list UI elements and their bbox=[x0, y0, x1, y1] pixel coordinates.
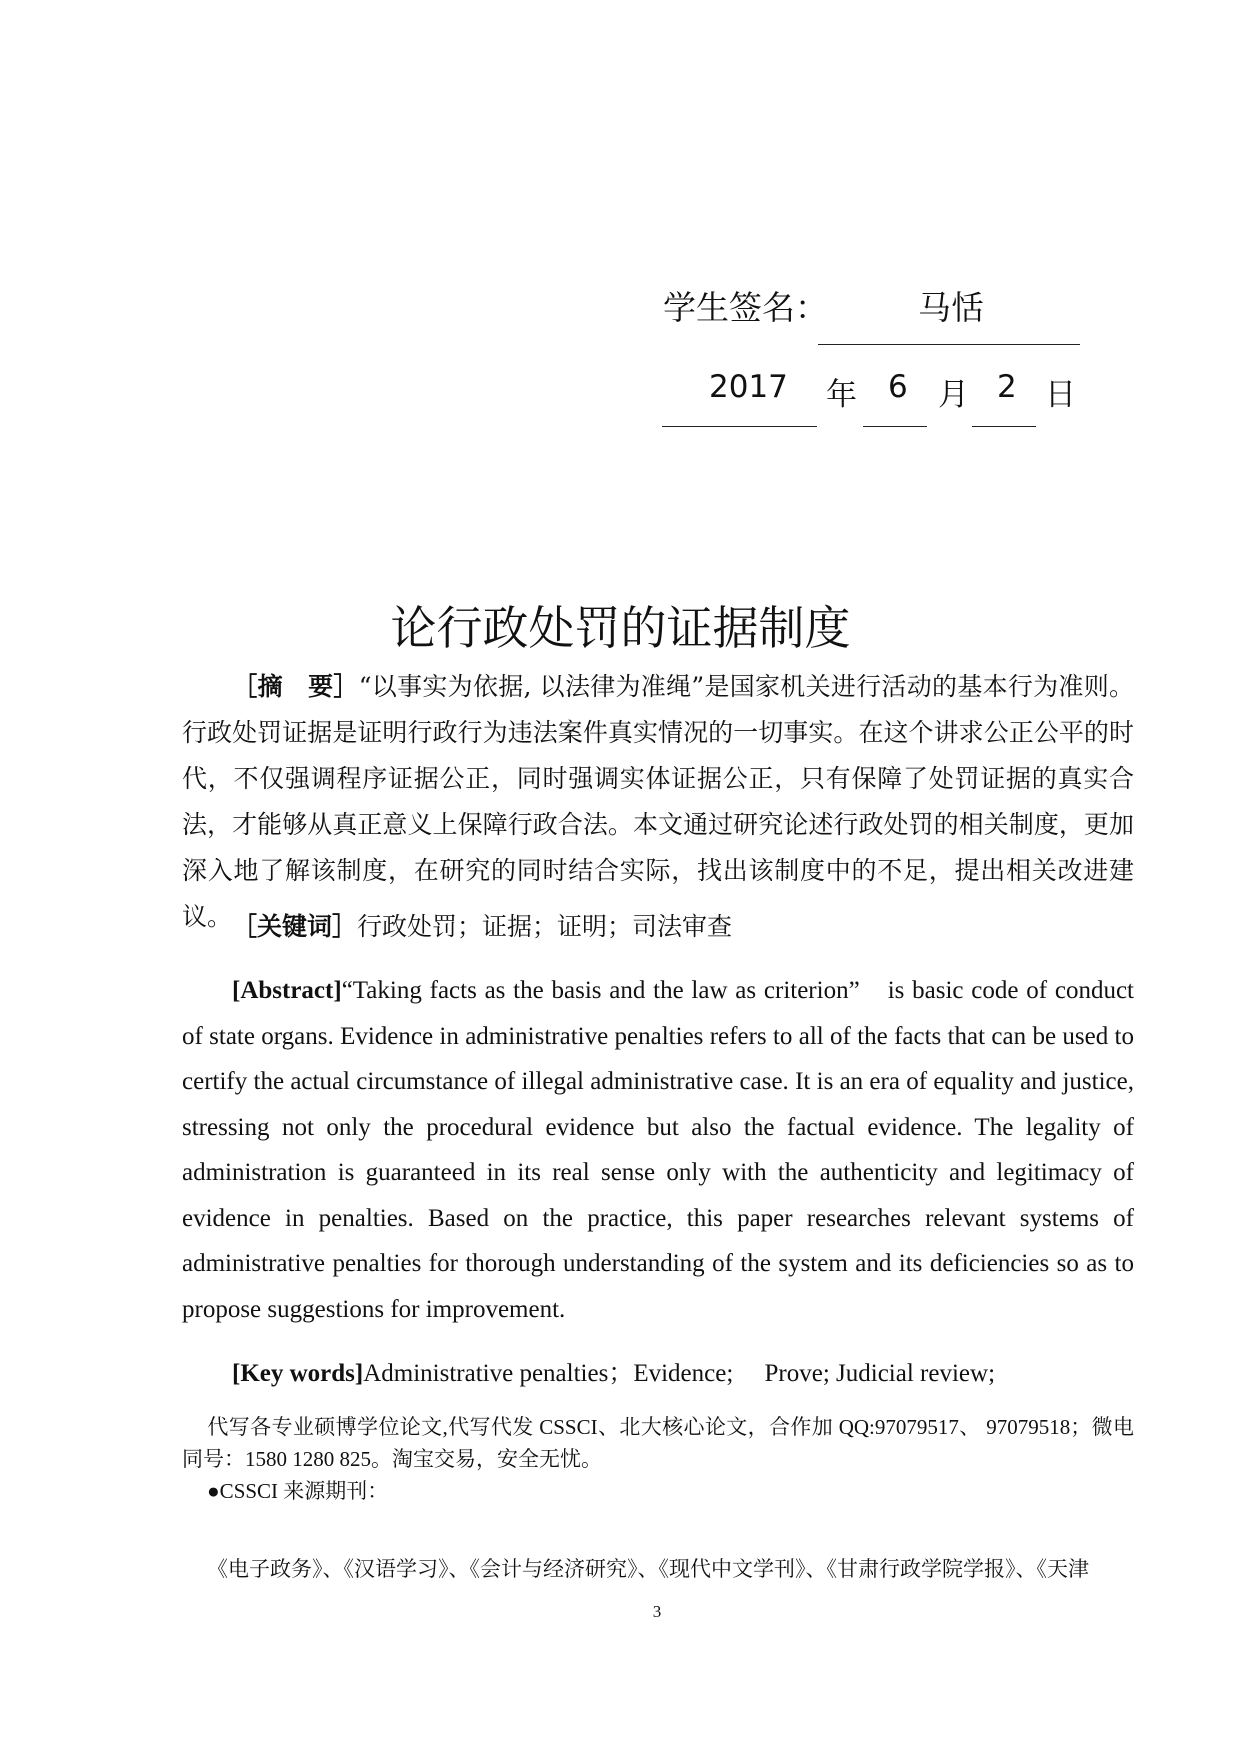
signature-name: 马恬 bbox=[918, 288, 984, 327]
keywords-en-text: Administrative penalties；Evidence; Prove; Judicial review; bbox=[363, 1360, 996, 1387]
keywords-zh-label: ［关键词］ bbox=[232, 912, 358, 941]
keywords-en bbox=[182, 1351, 1134, 1397]
abstract-zh-text: “以事实为依据, 以法律为准绳”是国家机关进行活动的基本行为准则。行政处罚证据是证明行政行为违法案件真实情况的一切事实。在这个讲求公正公平的时代，不仅强调程序证据公正，同时强调实体证据公正，只有保障了处罚证据的真实合法，才能够从真正意义上保障行政合法。本文通过研究论述行政处罚的相关制度，更加深入地了解该制度，在研究的同时结合实际，找出该制度中的不足，提出相关改进建议。 bbox=[182, 672, 1134, 931]
abstract-zh bbox=[182, 664, 1134, 940]
date-month: 6 bbox=[888, 369, 908, 405]
page-number: 3 bbox=[652, 1602, 662, 1621]
date-year: 2017 bbox=[709, 369, 788, 405]
keywords-zh bbox=[182, 904, 1134, 950]
paper-title: 论行政处罚的证据制度 bbox=[390, 601, 851, 655]
abstract-en-text: “Taking facts as the basis and the law as criterion” is basic code of conduct of state organs. Evidence in administrative penalties refers to all of the facts that can be used to certify the actual circumstance of illegal administrative case. It is an era of equality and justice, stressing not only the procedural evidence but also the factual evidence. The legality of administration is guaranteed in its real sense only with the authenticity and legitimacy of evidence in penalties. Based on the practice, this paper researches relevant systems of administrative penalties for thorough understanding of the system and its deficiencies so as to propose suggestions for improvement. bbox=[182, 977, 1134, 1323]
date-year-underline bbox=[662, 426, 817, 427]
date-day: 2 bbox=[997, 369, 1017, 405]
signature-label: 学生签名： bbox=[663, 288, 828, 327]
keywords-zh-text: 行政处罚；证据；证明；司法审查 bbox=[357, 912, 733, 941]
cssci-heading: ●CSSCI 来源期刊： bbox=[207, 1479, 389, 1503]
ad-text: 代写各专业硕博学位论文,代写代发 CSSCI、北大核心论文，合作加 QQ:97079517、 97079518；微电同号：1580 1280 825。淘宝交易，安全无忧。 bbox=[182, 1415, 1134, 1471]
abstract-en-label: [Abstract] bbox=[232, 977, 342, 1004]
date-month-underline bbox=[863, 426, 927, 427]
signature-underline bbox=[818, 344, 1080, 345]
abstract-en bbox=[182, 968, 1134, 1332]
date-month-unit: 月 bbox=[938, 377, 969, 413]
date-day-unit: 日 bbox=[1045, 377, 1076, 413]
keywords-en-label: [Key words] bbox=[232, 1360, 364, 1387]
abstract-zh-label: ［摘 要］ bbox=[232, 672, 359, 701]
journal-list: 《电子政务》、《汉语学习》、《会计与经济研究》、《现代中文学刊》、《甘肃行政学院学报》、《天津 bbox=[207, 1557, 1089, 1581]
date-year-unit: 年 bbox=[826, 377, 857, 413]
date-day-underline bbox=[972, 426, 1036, 427]
